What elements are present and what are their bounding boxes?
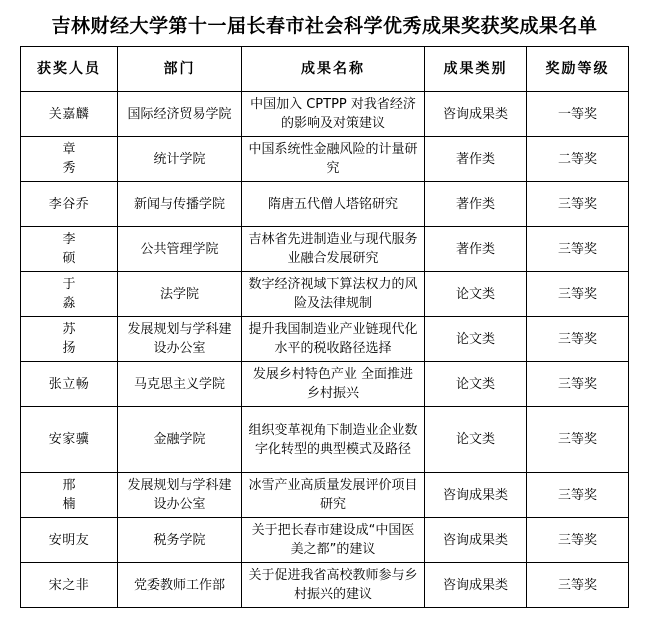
awardee-name: 邢 楠	[21, 473, 118, 518]
table-row	[21, 407, 629, 473]
award-grade: 三等奖	[527, 563, 629, 608]
award-grade: 三等奖	[527, 518, 629, 563]
table-row	[21, 563, 629, 608]
award-grade: 三等奖	[527, 407, 629, 473]
table-row	[21, 272, 629, 317]
award-grade: 三等奖	[527, 362, 629, 407]
achievement-title: 隋唐五代僧人塔铭研究	[242, 182, 425, 227]
department: 税务学院	[118, 518, 242, 563]
table-header-row	[21, 47, 629, 92]
award-grade: 三等奖	[527, 227, 629, 272]
achievement-title: 提升我国制造业产业链现代化水平的税收路径选择	[242, 317, 425, 362]
achievement-title: 发展乡村特色产业 全面推进乡村振兴	[242, 362, 425, 407]
awardee-name: 章 秀	[21, 137, 118, 182]
department: 统计学院	[118, 137, 242, 182]
table-row	[21, 518, 629, 563]
achievement-title: 中国系统性金融风险的计量研究	[242, 137, 425, 182]
award-list-table	[20, 46, 629, 608]
category: 咨询成果类	[425, 473, 527, 518]
category: 论文类	[425, 362, 527, 407]
department: 金融学院	[118, 407, 242, 473]
awardee-name: 于 淼	[21, 272, 118, 317]
category: 论文类	[425, 317, 527, 362]
award-grade: 三等奖	[527, 272, 629, 317]
table-row	[21, 227, 629, 272]
table-row	[21, 137, 629, 182]
achievement-title: 数字经济视域下算法权力的风险及法律规制	[242, 272, 425, 317]
category: 咨询成果类	[425, 563, 527, 608]
header-department: 部门	[118, 47, 242, 92]
award-grade: 三等奖	[527, 317, 629, 362]
table-row	[21, 92, 629, 137]
achievement-title: 组织变革视角下制造业企业数字化转型的典型模式及路径	[242, 407, 425, 473]
page-title: 吉林财经大学第十一届长春市社会科学优秀成果奖获奖成果名单	[51, 15, 598, 37]
department: 公共管理学院	[118, 227, 242, 272]
category: 论文类	[425, 407, 527, 473]
awardee-name: 苏 扬	[21, 317, 118, 362]
awardee-name: 安家骥	[21, 407, 118, 473]
awardee-name: 张立畅	[21, 362, 118, 407]
category: 著作类	[425, 137, 527, 182]
award-grade: 二等奖	[527, 137, 629, 182]
category: 著作类	[425, 182, 527, 227]
header-category: 成果类别	[425, 47, 527, 92]
table-row	[21, 182, 629, 227]
department: 发展规划与学科建设办公室	[118, 317, 242, 362]
award-grade: 三等奖	[527, 182, 629, 227]
department: 发展规划与学科建设办公室	[118, 473, 242, 518]
award-grade: 三等奖	[527, 473, 629, 518]
awardee-name: 关嘉麟	[21, 92, 118, 137]
header-award-grade: 奖励等级	[527, 47, 629, 92]
category: 咨询成果类	[425, 518, 527, 563]
category: 论文类	[425, 272, 527, 317]
table-row	[21, 473, 629, 518]
achievement-title: 中国加入 CPTPP 对我省经济的影响及对策建议	[242, 92, 425, 137]
department: 法学院	[118, 272, 242, 317]
department: 新闻与传播学院	[118, 182, 242, 227]
achievement-title: 关于把长春市建设成“中国医美之都”的建议	[242, 518, 425, 563]
awardee-name: 安明友	[21, 518, 118, 563]
department: 党委教师工作部	[118, 563, 242, 608]
awardee-name: 李谷乔	[21, 182, 118, 227]
category: 咨询成果类	[425, 92, 527, 137]
header-achievement-title: 成果名称	[242, 47, 425, 92]
table-row	[21, 317, 629, 362]
achievement-title: 吉林省先进制造业与现代服务业融合发展研究	[242, 227, 425, 272]
awardee-name: 李 硕	[21, 227, 118, 272]
header-awardee: 获奖人员	[21, 47, 118, 92]
award-grade: 一等奖	[527, 92, 629, 137]
achievement-title: 关于促进我省高校教师参与乡村振兴的建议	[242, 563, 425, 608]
table-row	[21, 362, 629, 407]
department: 国际经济贸易学院	[118, 92, 242, 137]
awardee-name: 宋之非	[21, 563, 118, 608]
achievement-title: 冰雪产业高质量发展评价项目研究	[242, 473, 425, 518]
department: 马克思主义学院	[118, 362, 242, 407]
category: 著作类	[425, 227, 527, 272]
